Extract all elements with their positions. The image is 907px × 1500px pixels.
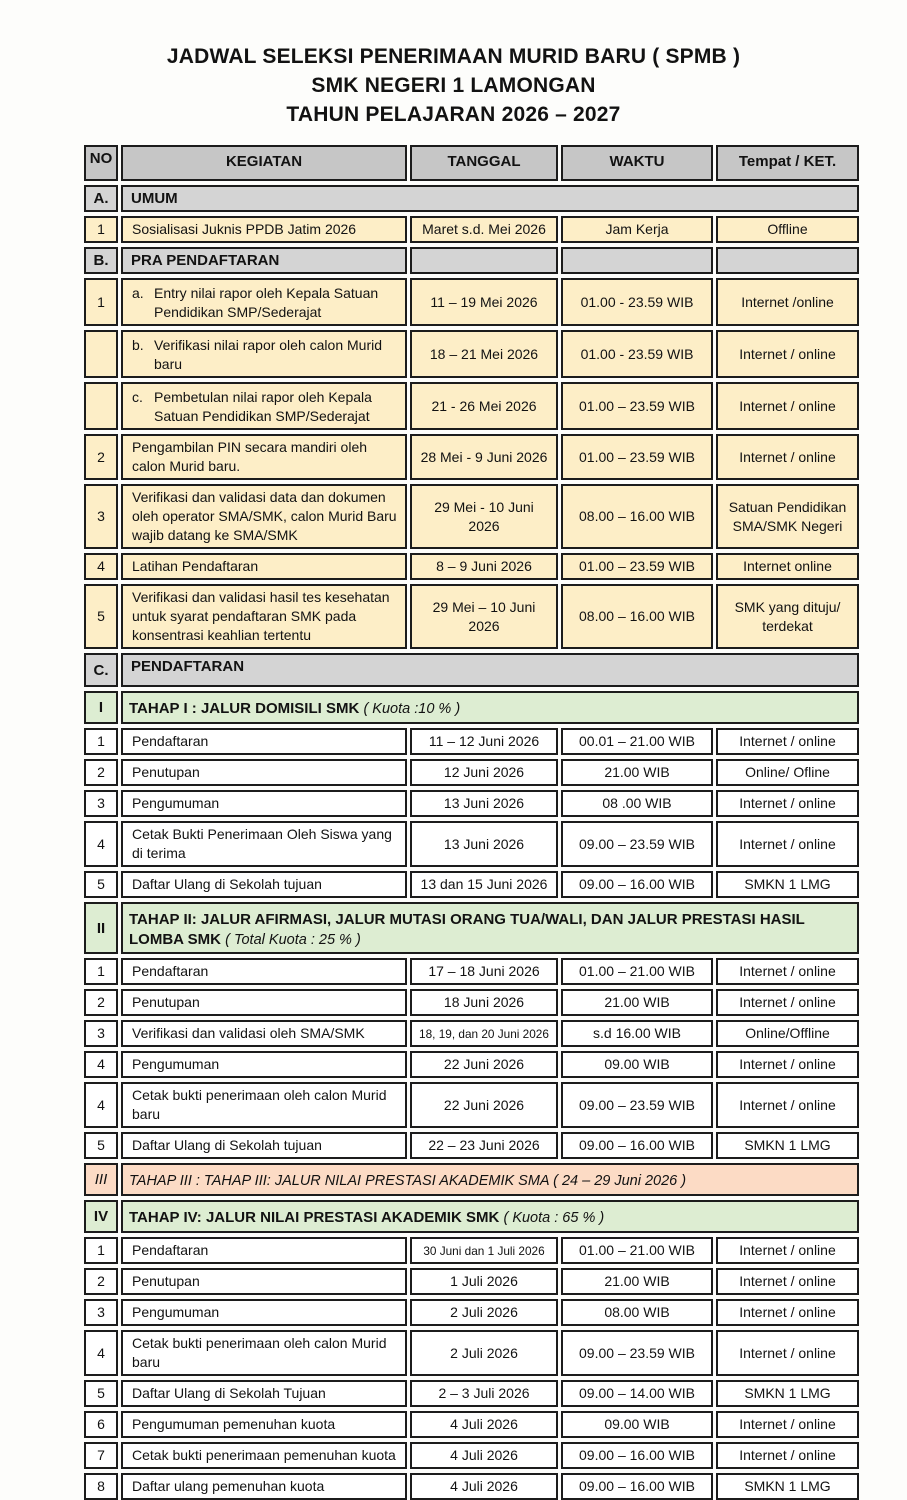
phase-no: III: [84, 1163, 118, 1196]
tempat-cell: Internet / online: [716, 1268, 859, 1295]
tanggal-cell: Maret s.d. Mei 2026: [410, 216, 558, 243]
phase-label: [121, 691, 859, 724]
tanggal-cell: 12 Juni 2026: [410, 759, 558, 786]
tempat-cell: Internet / online: [716, 330, 859, 378]
row-no: 1: [84, 216, 118, 243]
waktu-cell: 01.00 - 23.59 WIB: [561, 278, 713, 326]
list-marker: c.: [132, 389, 143, 405]
waktu-cell: 21.00 WIB: [561, 759, 713, 786]
tanggal-cell: 11 – 12 Juni 2026: [410, 728, 558, 755]
phase-no: I: [84, 691, 118, 724]
column-header-tanggal: TANGGAL: [410, 145, 558, 181]
tempat-cell: Internet / online: [716, 382, 859, 430]
kegiatan-text: Entry nilai rapor oleh Kepala Satuan Pendidikan SMP/Sederajat: [154, 285, 379, 320]
phase-no: IV: [84, 1200, 118, 1233]
section-no: B.: [84, 247, 118, 274]
tempat-cell: SMKN 1 LMG: [716, 1473, 859, 1500]
row-no: 4: [84, 821, 118, 867]
row-no: [84, 330, 118, 378]
kegiatan-cell: Pengumuman pemenuhan kuota: [121, 1411, 407, 1438]
row-no: [84, 382, 118, 430]
waktu-cell: 09.00 – 23.59 WIB: [561, 1082, 713, 1128]
kegiatan-cell: Daftar ulang pemenuhan kuota: [121, 1473, 407, 1500]
tanggal-cell: 18 Juni 2026: [410, 989, 558, 1016]
waktu-cell: 08.00 – 16.00 WIB: [561, 584, 713, 649]
waktu-cell: 09.00 – 16.00 WIB: [561, 871, 713, 898]
title-line-3: TAHUN PELAJARAN 2026 – 2027: [286, 103, 621, 126]
tempat-cell: Internet / online: [716, 1051, 859, 1078]
kegiatan-cell: Verifikasi dan validasi hasil tes kesehatan untuk syarat pendaftaran SMK pada konsentrasi keahlian tertentu: [121, 584, 407, 649]
waktu-cell: s.d 16.00 WIB: [561, 1020, 713, 1047]
waktu-cell: 08.00 – 16.00 WIB: [561, 484, 713, 549]
tanggal-cell: 2 Juli 2026: [410, 1330, 558, 1376]
waktu-cell: Jam Kerja: [561, 216, 713, 243]
tanggal-cell: 2 – 3 Juli 2026: [410, 1380, 558, 1407]
phase-title: TAHAP II: JALUR AFIRMASI, JALUR MUTASI ORANG TUA/WALI, DAN JALUR PRESTASI HASIL LOMBA SMK: [129, 911, 805, 948]
column-header-waktu: WAKTU: [561, 145, 713, 181]
row-no: 4: [84, 1082, 118, 1128]
tempat-cell: Internet / online: [716, 728, 859, 755]
tempat-cell: Internet / online: [716, 1330, 859, 1376]
waktu-cell: 00.01 – 21.00 WIB: [561, 728, 713, 755]
row-no: 1: [84, 1237, 118, 1264]
list-marker: a.: [132, 285, 144, 301]
row-no: 5: [84, 1380, 118, 1407]
row-no: 3: [84, 484, 118, 549]
tanggal-cell: 8 – 9 Juni 2026: [410, 553, 558, 580]
kegiatan-cell: Daftar Ulang di Sekolah Tujuan: [121, 1380, 407, 1407]
tanggal-cell: 11 – 19 Mei 2026: [410, 278, 558, 326]
tanggal-cell: 4 Juli 2026: [410, 1473, 558, 1500]
waktu-cell: 09.00 – 23.59 WIB: [561, 821, 713, 867]
kegiatan-cell: Daftar Ulang di Sekolah tujuan: [121, 871, 407, 898]
tanggal-cell: 28 Mei - 9 Juni 2026: [410, 434, 558, 480]
row-no: 5: [84, 584, 118, 649]
waktu-cell: 01.00 – 23.59 WIB: [561, 434, 713, 480]
section-empty-cell: [561, 247, 713, 274]
kegiatan-cell: Verifikasi dan validasi oleh SMA/SMK: [121, 1020, 407, 1047]
tanggal-cell: 17 – 18 Juni 2026: [410, 958, 558, 985]
tanggal-cell: 22 – 23 Juni 2026: [410, 1132, 558, 1159]
waktu-cell: 21.00 WIB: [561, 1268, 713, 1295]
row-no: 3: [84, 1020, 118, 1047]
waktu-cell: 01.00 – 23.59 WIB: [561, 382, 713, 430]
waktu-cell: 01.00 – 21.00 WIB: [561, 1237, 713, 1264]
row-no: 2: [84, 434, 118, 480]
tempat-cell: Internet online: [716, 553, 859, 580]
kegiatan-cell: Cetak bukti penerimaan pemenuhan kuota: [121, 1442, 407, 1469]
phase-label: [121, 902, 859, 954]
kegiatan-cell: [121, 278, 407, 326]
kegiatan-cell: Penutupan: [121, 989, 407, 1016]
tanggal-cell: 22 Juni 2026: [410, 1082, 558, 1128]
tanggal-cell: 13 dan 15 Juni 2026: [410, 871, 558, 898]
kegiatan-cell: Pengumuman: [121, 790, 407, 817]
waktu-cell: 09.00 – 14.00 WIB: [561, 1380, 713, 1407]
tempat-cell: Internet /online: [716, 278, 859, 326]
phase-label: [121, 1163, 859, 1196]
kegiatan-text: Pembetulan nilai rapor oleh Kepala Satuan Pendidikan SMP/Sederajat: [154, 389, 372, 424]
tempat-cell: Internet / online: [716, 1411, 859, 1438]
tempat-cell: Internet / online: [716, 1442, 859, 1469]
tanggal-cell: 13 Juni 2026: [410, 821, 558, 867]
section-no: C.: [84, 653, 118, 687]
row-no: 5: [84, 871, 118, 898]
waktu-cell: 09.00 – 16.00 WIB: [561, 1132, 713, 1159]
tempat-cell: Offline: [716, 216, 859, 243]
waktu-cell: 09.00 – 23.59 WIB: [561, 1330, 713, 1376]
tanggal-cell: 22 Juni 2026: [410, 1051, 558, 1078]
kegiatan-cell: Verifikasi dan validasi data dan dokumen oleh operator SMA/SMK, calon Murid Baru wajib datang ke SMA/SMK: [121, 484, 407, 549]
tempat-cell: Internet / online: [716, 434, 859, 480]
waktu-cell: 09.00 WIB: [561, 1411, 713, 1438]
row-no: 2: [84, 759, 118, 786]
tempat-cell: SMKN 1 LMG: [716, 871, 859, 898]
row-no: 1: [84, 728, 118, 755]
row-no: 7: [84, 1442, 118, 1469]
kegiatan-cell: Pendaftaran: [121, 1237, 407, 1264]
waktu-cell: 09.00 WIB: [561, 1051, 713, 1078]
tanggal-cell: 13 Juni 2026: [410, 790, 558, 817]
list-marker: b.: [132, 337, 144, 353]
phase-note: ( Kuota : 65 % ): [503, 1210, 605, 1226]
kegiatan-cell: Cetak bukti penerimaan oleh calon Murid baru: [121, 1082, 407, 1128]
tanggal-cell: 29 Mei - 10 Juni 2026: [410, 484, 558, 549]
tanggal-cell: 30 Juni dan 1 Juli 2026: [410, 1237, 558, 1264]
section-no: A.: [84, 185, 118, 212]
tempat-cell: Internet / online: [716, 821, 859, 867]
schedule-table: [84, 145, 859, 1500]
kegiatan-cell: Pengumuman: [121, 1051, 407, 1078]
row-no: 6: [84, 1411, 118, 1438]
row-no: 2: [84, 989, 118, 1016]
tempat-cell: Internet / online: [716, 1299, 859, 1326]
phase-label: [121, 1200, 859, 1233]
tanggal-cell: 18, 19, dan 20 Juni 2026: [410, 1020, 558, 1047]
tempat-cell: Satuan Pendidikan SMA/SMK Negeri: [716, 484, 859, 549]
title-line-2: SMK NEGERI 1 LAMONGAN: [311, 74, 596, 97]
section-label: UMUM: [121, 185, 859, 212]
row-no: 8: [84, 1473, 118, 1500]
kegiatan-cell: Penutupan: [121, 759, 407, 786]
kegiatan-cell: Daftar Ulang di Sekolah tujuan: [121, 1132, 407, 1159]
tempat-cell: SMK yang dituju/ terdekat: [716, 584, 859, 649]
tempat-cell: SMKN 1 LMG: [716, 1380, 859, 1407]
phase-title: TAHAP I : JALUR DOMISILI SMK: [129, 700, 364, 717]
kegiatan-cell: Cetak Bukti Penerimaan Oleh Siswa yang di terima: [121, 821, 407, 867]
tempat-cell: Internet / online: [716, 958, 859, 985]
tempat-cell: Internet / online: [716, 1237, 859, 1264]
kegiatan-cell: Penutupan: [121, 1268, 407, 1295]
row-no: 3: [84, 790, 118, 817]
kegiatan-cell: Latihan Pendaftaran: [121, 553, 407, 580]
tempat-cell: Internet / online: [716, 1082, 859, 1128]
section-empty-cell: [716, 247, 859, 274]
tanggal-cell: 18 – 21 Mei 2026: [410, 330, 558, 378]
tanggal-cell: 29 Mei – 10 Juni 2026: [410, 584, 558, 649]
kegiatan-cell: [121, 330, 407, 378]
waktu-cell: 01.00 – 21.00 WIB: [561, 958, 713, 985]
kegiatan-cell: [121, 382, 407, 430]
column-header-tempat: Tempat / KET.: [716, 145, 859, 181]
tempat-cell: Online/Offline: [716, 1020, 859, 1047]
tempat-cell: Online/ Ofline: [716, 759, 859, 786]
phase-title: TAHAP IV: JALUR NILAI PRESTASI AKADEMIK SMK: [129, 1209, 504, 1226]
section-label: PENDAFTARAN: [121, 653, 859, 687]
section-empty-cell: [410, 247, 558, 274]
row-no: 4: [84, 553, 118, 580]
document-title: [0, 42, 907, 129]
kegiatan-cell: Pengambilan PIN secara mandiri oleh calon Murid baru.: [121, 434, 407, 480]
waktu-cell: 08.00 WIB: [561, 1299, 713, 1326]
kegiatan-cell: Pendaftaran: [121, 958, 407, 985]
row-no: 4: [84, 1051, 118, 1078]
waktu-cell: 09.00 – 16.00 WIB: [561, 1473, 713, 1500]
waktu-cell: 08 .00 WIB: [561, 790, 713, 817]
tanggal-cell: 4 Juli 2026: [410, 1411, 558, 1438]
tanggal-cell: 1 Juli 2026: [410, 1268, 558, 1295]
phase-no: II: [84, 902, 118, 954]
column-header-no: NO: [84, 145, 118, 181]
tempat-cell: Internet / online: [716, 989, 859, 1016]
waktu-cell: 21.00 WIB: [561, 989, 713, 1016]
section-label: PRA PENDAFTARAN: [121, 247, 407, 274]
kegiatan-cell: Pendaftaran: [121, 728, 407, 755]
tempat-cell: SMKN 1 LMG: [716, 1132, 859, 1159]
column-header-kegiatan: KEGIATAN: [121, 145, 407, 181]
tempat-cell: Internet / online: [716, 790, 859, 817]
phase-note: ( Kuota :10 % ): [363, 701, 461, 717]
kegiatan-cell: Pengumuman: [121, 1299, 407, 1326]
phase-note: ( Total Kuota : 25 % ): [225, 932, 361, 948]
waktu-cell: 01.00 – 23.59 WIB: [561, 553, 713, 580]
tanggal-cell: 2 Juli 2026: [410, 1299, 558, 1326]
kegiatan-cell: Cetak bukti penerimaan oleh calon Murid baru: [121, 1330, 407, 1376]
row-no: 2: [84, 1268, 118, 1295]
phase-note: TAHAP III : TAHAP III: JALUR NILAI PRESTASI AKADEMIK SMA ( 24 – 29 Juni 2026 ): [129, 1173, 687, 1189]
row-no: 5: [84, 1132, 118, 1159]
title-line-1: JADWAL SELEKSI PENERIMAAN MURID BARU ( SPMB ): [166, 45, 741, 68]
waktu-cell: 01.00 - 23.59 WIB: [561, 330, 713, 378]
kegiatan-text: Verifikasi nilai rapor oleh calon Murid baru: [154, 337, 382, 372]
tanggal-cell: 21 - 26 Mei 2026: [410, 382, 558, 430]
tanggal-cell: 4 Juli 2026: [410, 1442, 558, 1469]
row-no: 1: [84, 278, 118, 326]
row-no: 1: [84, 958, 118, 985]
row-no: 4: [84, 1330, 118, 1376]
waktu-cell: 09.00 – 16.00 WIB: [561, 1442, 713, 1469]
kegiatan-cell: Sosialisasi Juknis PPDB Jatim 2026: [121, 216, 407, 243]
row-no: 3: [84, 1299, 118, 1326]
